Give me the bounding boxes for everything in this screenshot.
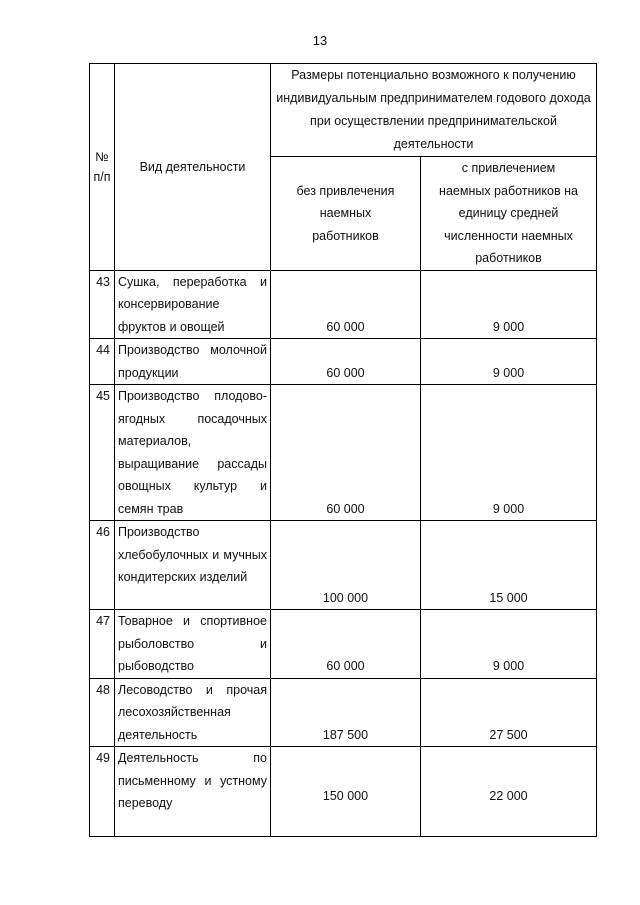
value-without-workers: 60 000 bbox=[271, 270, 421, 339]
value-with-workers: 9 000 bbox=[421, 339, 597, 385]
value-without-workers: 100 000 bbox=[271, 521, 421, 610]
activity-name: Производство молочной продукции bbox=[115, 339, 271, 385]
value-without-workers: 60 000 bbox=[271, 339, 421, 385]
value-with-workers: 9 000 bbox=[421, 385, 597, 521]
table-row bbox=[90, 339, 597, 385]
page-number: 13 bbox=[312, 33, 328, 48]
row-number: 47 bbox=[90, 610, 115, 679]
header-row-1 bbox=[90, 64, 597, 157]
header-activity: Вид деятельности bbox=[115, 64, 271, 271]
table-row bbox=[90, 521, 597, 610]
activity-name: Товарное и спортивное рыболовство и рыбоводство bbox=[115, 610, 271, 679]
activity-name: Производство плодово-ягодных посадочных материалов, выращивание рассады овощных культур и семян трав bbox=[115, 385, 271, 521]
table-row bbox=[90, 610, 597, 679]
value-without-workers: 150 000 bbox=[271, 747, 421, 837]
header-income-group: Размеры потенциально возможного к получению индивидуальным предпринимателем годового дохода при осуществлении предпринимательской деятельности bbox=[271, 64, 597, 157]
value-with-workers: 9 000 bbox=[421, 270, 597, 339]
table-row bbox=[90, 270, 597, 339]
value-without-workers: 60 000 bbox=[271, 385, 421, 521]
header-num: № п/п bbox=[90, 64, 115, 271]
value-with-workers: 27 500 bbox=[421, 678, 597, 747]
row-number: 43 bbox=[90, 270, 115, 339]
table-row bbox=[90, 678, 597, 747]
value-with-workers: 15 000 bbox=[421, 521, 597, 610]
income-table bbox=[89, 63, 597, 837]
row-number: 48 bbox=[90, 678, 115, 747]
header-without-workers: без привлечения наемных работников bbox=[271, 157, 421, 271]
value-with-workers: 22 000 bbox=[421, 747, 597, 837]
activity-name: Лесоводство и прочая лесохозяйственная деятельность bbox=[115, 678, 271, 747]
activity-name: Сушка, переработка и консервирование фруктов и овощей bbox=[115, 270, 271, 339]
table-row bbox=[90, 747, 597, 837]
value-without-workers: 60 000 bbox=[271, 610, 421, 679]
value-without-workers: 187 500 bbox=[271, 678, 421, 747]
header-with-workers: с привлечением наемных работников на единицу средней численности наемных работников bbox=[421, 157, 597, 271]
row-number: 46 bbox=[90, 521, 115, 610]
table-row bbox=[90, 385, 597, 521]
row-number: 45 bbox=[90, 385, 115, 521]
row-number: 49 bbox=[90, 747, 115, 837]
value-with-workers: 9 000 bbox=[421, 610, 597, 679]
activity-name: Производство хлебобулочных и мучных кондитерских изделий bbox=[115, 521, 271, 610]
activity-name: Деятельность по письменному и устному переводу bbox=[115, 747, 271, 837]
row-number: 44 bbox=[90, 339, 115, 385]
